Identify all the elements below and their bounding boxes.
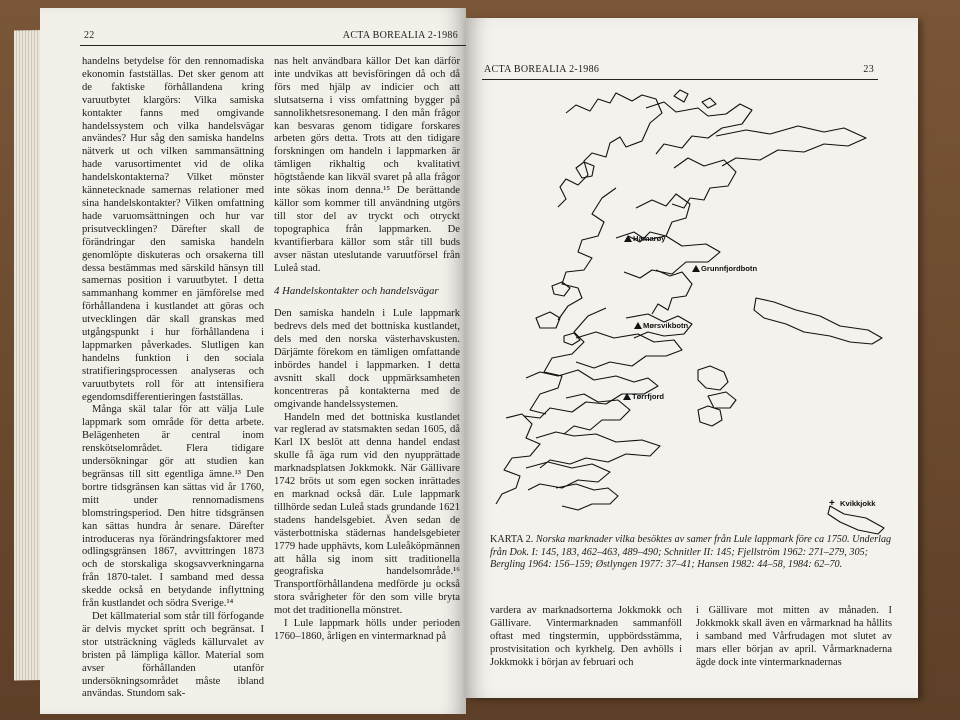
left-header-rule [80,45,466,46]
marker-hamaroy [624,235,632,242]
fjord-south-2 [536,432,660,468]
paragraph: Den samiska handeln i Lule lappmark bedrevs dels med det bottniska kustlandet, dels med den norska västerhavskusten. Därjämte förekom en tämligen omfattande inbördes handel i lappmarken. I detta avsnitt skall dock uppmärksamheten koncentreras på kontakterna med de omgivande handelssystemen. [274,308,460,410]
caption-label: KARTA 2. [490,534,534,545]
label-torrfjord: Tørrfjord [632,392,665,401]
coastline-map [466,18,918,698]
right-page [466,18,918,698]
left-column-1 [82,56,264,701]
paragraph: Många skäl talar för att välja Lule lappmark som område för detta arbete. Belägenheten är central inom renskötselområdet. Flera tidigare undersökningar gör att studien kan begränsas till sitt egentliga ämne.¹³ Den bortre tidsgränsen kan sättas vid år 1760, mitt under rennomadismens blomstringsperiod. Den hitre tidsgränsen kan sättas hundra år senare. Därefter introduceras nya förändringsfaktorer med odlingsgränsen 1867, avvittringen 1873 och de storskaliga skogsavverkningarna från 1870-talet. I samband med dessa skedde också en betydande inflyttning från kustlandet och södra Sverige.¹⁴ [82,404,264,610]
fjord-morsvik [576,332,682,368]
left-running-head: ACTA BOREALIA 2-1986 [342,30,458,41]
right-running-head: ACTA BOREALIA 2-1986 [484,64,600,75]
paragraph: Det källmaterial som står till förfogande är delvis mycket spritt och begränsat. I stor utsträckning vägleds källurvalet av bristen på lämpliga källor. Material som avser förhållanden utanför undersökningsområdet måste ibland användas. Stundom sak- [82,610,264,700]
paragraph: Handeln med det bottniska kustlandet var reglerad av statsmakten sedan 1605, då Karl IX beslöt att denna handel endast skulle få äga rum vid den nyupprättade marknadsplatsen Jokkmokk. När Gällivare 1742 bröts ut som egen socken inrättades en marknad också där. Lule lappmark tillhörde sedan Luleå stads grundande 1621 stadens handelsgebiet. Även sedan de västerbottniska städernas handelsgebieter 1779 hade upphävts, kom Luleåköpmännen att hålla sig inom sitt traditionella geografiska handelsområde.¹⁶ Transportförhållandena medförde ju också stora svårigheter för den som ville bryta mot det traditionella mönstret. [274,411,460,617]
left-page [40,8,466,714]
top-islands [674,90,716,108]
lake-east-2 [698,366,736,408]
coast-north [558,93,662,207]
fjord-north-2 [716,126,866,166]
lake-east-1 [754,298,882,344]
fjord-north-1 [646,102,752,154]
label-kvikkjokk: Kvikkjokk [840,499,876,508]
section-heading: 4 Handelskontakter och handelsvägar [274,285,439,298]
islands-mid [536,282,580,345]
right-column-1: vardera av marknadsorterna Jokkmokk och Gällivare. Vintermarknaden sammanföll oftast med tingstermin, uppbördsstämma, prostvisitation och kyrkhelg. Den avhölls i Jokkmokk i början av februari och [490,605,682,668]
marker-morsvikbotn [634,322,642,329]
label-grunnfjordbotn: Grunnfjordbotn [701,264,758,273]
paragraph: handelns betydelse för den rennomadiska ekonomin fastställas. Det sker genom att de faktiske förhållandena kring varuutbytet klargörs: Vilka samiska kontakter fanns med omgivande handelssystem och vilka handelsvägar användes? Hur såg den samiska handelns nätverk ut och vilken sammansättning hade varusortimentet vid de olika handelskontakterna? Vilket mönster kännetecknade samernas relationer med sina handelskontakter? Vilken omfattning hade varuomsättningen och hur var prisutvecklingen? Därefter skall de förändringar den samiska handeln genomlöpte diskuteras och orsakerna till dessa bestämmas med särskild hänsyn till samernas position i varuutbytet. I detta sammanhang kommer en jämförelse med förhållandena i kustlandet att göras och utvecklingen där skall granskas med utgångspunkt i hur förhållandena i lappmarken påverkades. Slutligen kan handelns funktion i den sociala stratifieringsprocessen analyseras och varuutbytets roll för att intensifiera egendomsdifferentieringen fastställas. [82,56,264,403]
label-hamaroy: Hamarøy [633,234,666,243]
right-column-2: i Gällivare mot mitten av månaden. I Jokkmokk skall även en vårmarknad ha hållits i samband med Vårfrudagen mot slutet av mars eller början av april. Vårmarknaderna ägde dock inte vintermarknadernas [696,605,892,668]
coast-mid-1 [558,188,616,320]
right-page-number: 23 [863,64,874,75]
left-page-number: 22 [84,30,95,41]
marker-grunnfjordbotn [692,265,700,272]
map-caption [490,534,895,572]
paragraph: I Lule lappmark hölls under perioden 1760–1860, årligen en vintermarknad på [274,618,460,642]
left-column-2 [274,56,460,644]
coast-south-2 [496,414,540,504]
fjord-south-4 [556,484,618,510]
fjord-torrfjord [564,394,630,434]
lake-east-3 [698,406,722,426]
marker-kvikkjokk: + [829,498,835,509]
label-morsvikbotn: Mørsvikbotn [643,321,689,330]
lake-kvikkjokk [828,506,884,534]
paragraph: nas helt användbara källor Det kan därför inte undvikas att bevisföringen då och då förs med hjälp av indicier och att slutsatserna i viss omfattning bygger på sannolikhetsresonemang. I den mån frågor kan besvaras genom tidigare forskares arbeten görs detta. Trots att den tidigare forskningen om handeln i lappmarken är tämligen rikhaltig och kvalitativt högtstående kan likväl svaret på alla frågor inte sökas inom denna.¹⁵ De berättande källor som kommer till användning utgörs till stor del av tryckt och otryckt topographica från lappmarken. De kvantifierbara källor som står till buds avser nästan uteslutande varuutförsel från Luleå stad. [274,56,460,274]
fjord-north-3 [672,158,736,208]
caption-text: Norska marknader vilka besöktes av samer från Lule lappmark före ca 1750. Underlag från Dok. I: 145, 183, 462–463, 489–490; Schnitler II: 145; Fjellström 1962: 271–279, 305; Bergling 1964: 156–159; Østlyngen 1977: 37–41; Hansen 1982: 44–58, 1984: 62–70. [490,534,892,571]
fjord-grunnfjord [652,270,692,314]
